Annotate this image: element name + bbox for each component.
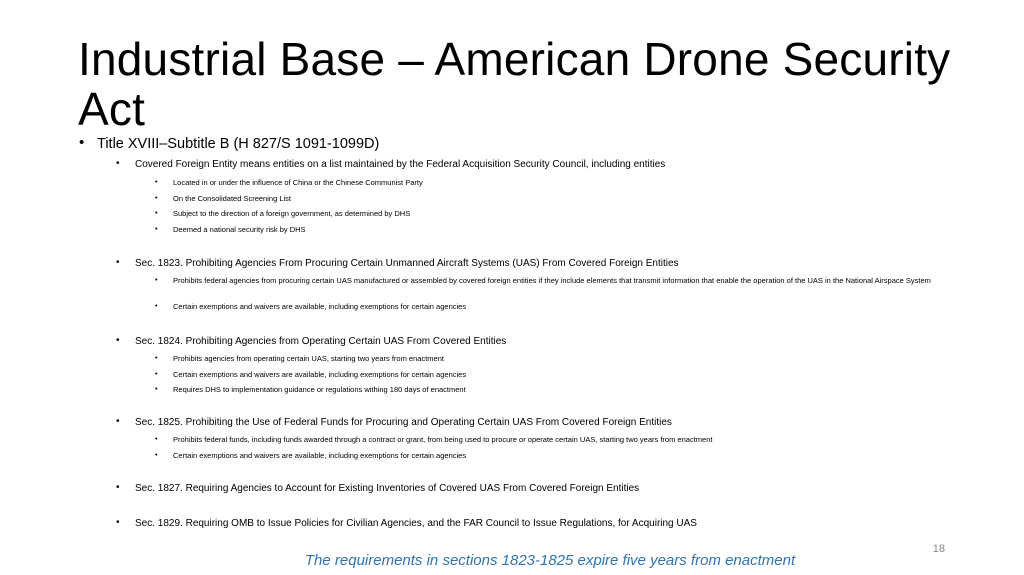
- section-heading: Sec. 1829. Requiring OMB to Issue Policies for Civilian Agencies, and the FAR Council to Issue Regulations, for Acquiring UAS: [135, 518, 697, 529]
- bullet-icon: •: [155, 275, 158, 284]
- section-heading: Sec. 1827. Requiring Agencies to Account for Existing Inventories of Covered UAS From Covered Foreign Entities: [135, 483, 640, 494]
- section-heading: Sec. 1825. Prohibiting the Use of Federal Funds for Procuring and Operating Certain UAS From Covered Foreign Entities: [135, 417, 672, 428]
- bullet-icon: •: [155, 384, 158, 393]
- list-item: Prohibits agencies from operating certain UAS, starting two years from enactment: [173, 354, 444, 363]
- list-item: Certain exemptions and waivers are available, including exemptions for certain agencies: [173, 451, 467, 460]
- list-item: Certain exemptions and waivers are available, including exemptions for certain agencies: [173, 370, 467, 379]
- slide-title: Industrial Base – American Drone Security Act: [78, 33, 951, 135]
- page-number: 18: [932, 543, 945, 555]
- bullet-icon: •: [155, 208, 158, 217]
- bullet-icon: •: [155, 224, 158, 233]
- list-item: Deemed a national security risk by DHS: [173, 225, 306, 234]
- footer-note: The requirements in sections 1823-1825 expire five years from enactment: [304, 552, 796, 569]
- bullet-icon: •: [155, 353, 158, 362]
- bullet-icon: •: [116, 482, 120, 493]
- section-heading: Covered Foreign Entity means entities on a list maintained by the Federal Acquisition Security Council, including entities: [135, 159, 666, 170]
- bullet-icon: •: [116, 158, 120, 169]
- bullet-icon: •: [155, 450, 158, 459]
- bullet-icon: •: [155, 434, 158, 443]
- list-item: On the Consolidated Screening List: [173, 194, 291, 203]
- list-item: Prohibits federal funds, including funds awarded through a contract or grant, from being used to procure or operate certain UAS, starting two years from enactment: [173, 435, 713, 444]
- list-item: Certain exemptions and waivers are available, including exemptions for certain agencies: [173, 302, 467, 311]
- bullet-icon: •: [155, 301, 158, 310]
- list-item: Requires DHS to implementation guidance or regulations withing 180 days of enactment: [173, 385, 466, 394]
- section-heading: Sec. 1824. Prohibiting Agencies from Operating Certain UAS From Covered Entities: [135, 336, 507, 347]
- bullet-icon: •: [155, 193, 158, 202]
- list-item: Located in or under the influence of China or the Chinese Communist Party: [173, 178, 423, 187]
- bullet-icon: •: [155, 177, 158, 186]
- bullet-icon: •: [116, 416, 120, 427]
- bullet-icon: •: [116, 257, 120, 268]
- bullet-icon: •: [79, 134, 85, 151]
- bullet-icon: •: [155, 369, 158, 378]
- list-item: Subject to the direction of a foreign government, as determined by DHS: [173, 209, 411, 218]
- list-item: Prohibits federal agencies from procuring certain UAS manufactured or assembled by covered foreign entities if they include elements that transmit information that enable the operation of the UAS in the National Airspace System: [173, 276, 931, 285]
- subtitle-bullet: Title XVIII–Subtitle B (H 827/S 1091-1099D): [97, 136, 380, 152]
- section-heading: Sec. 1823. Prohibiting Agencies From Procuring Certain Unmanned Aircraft Systems (UAS) From Covered Foreign Entities: [135, 258, 679, 269]
- bullet-icon: •: [116, 335, 120, 346]
- bullet-icon: •: [116, 517, 120, 528]
